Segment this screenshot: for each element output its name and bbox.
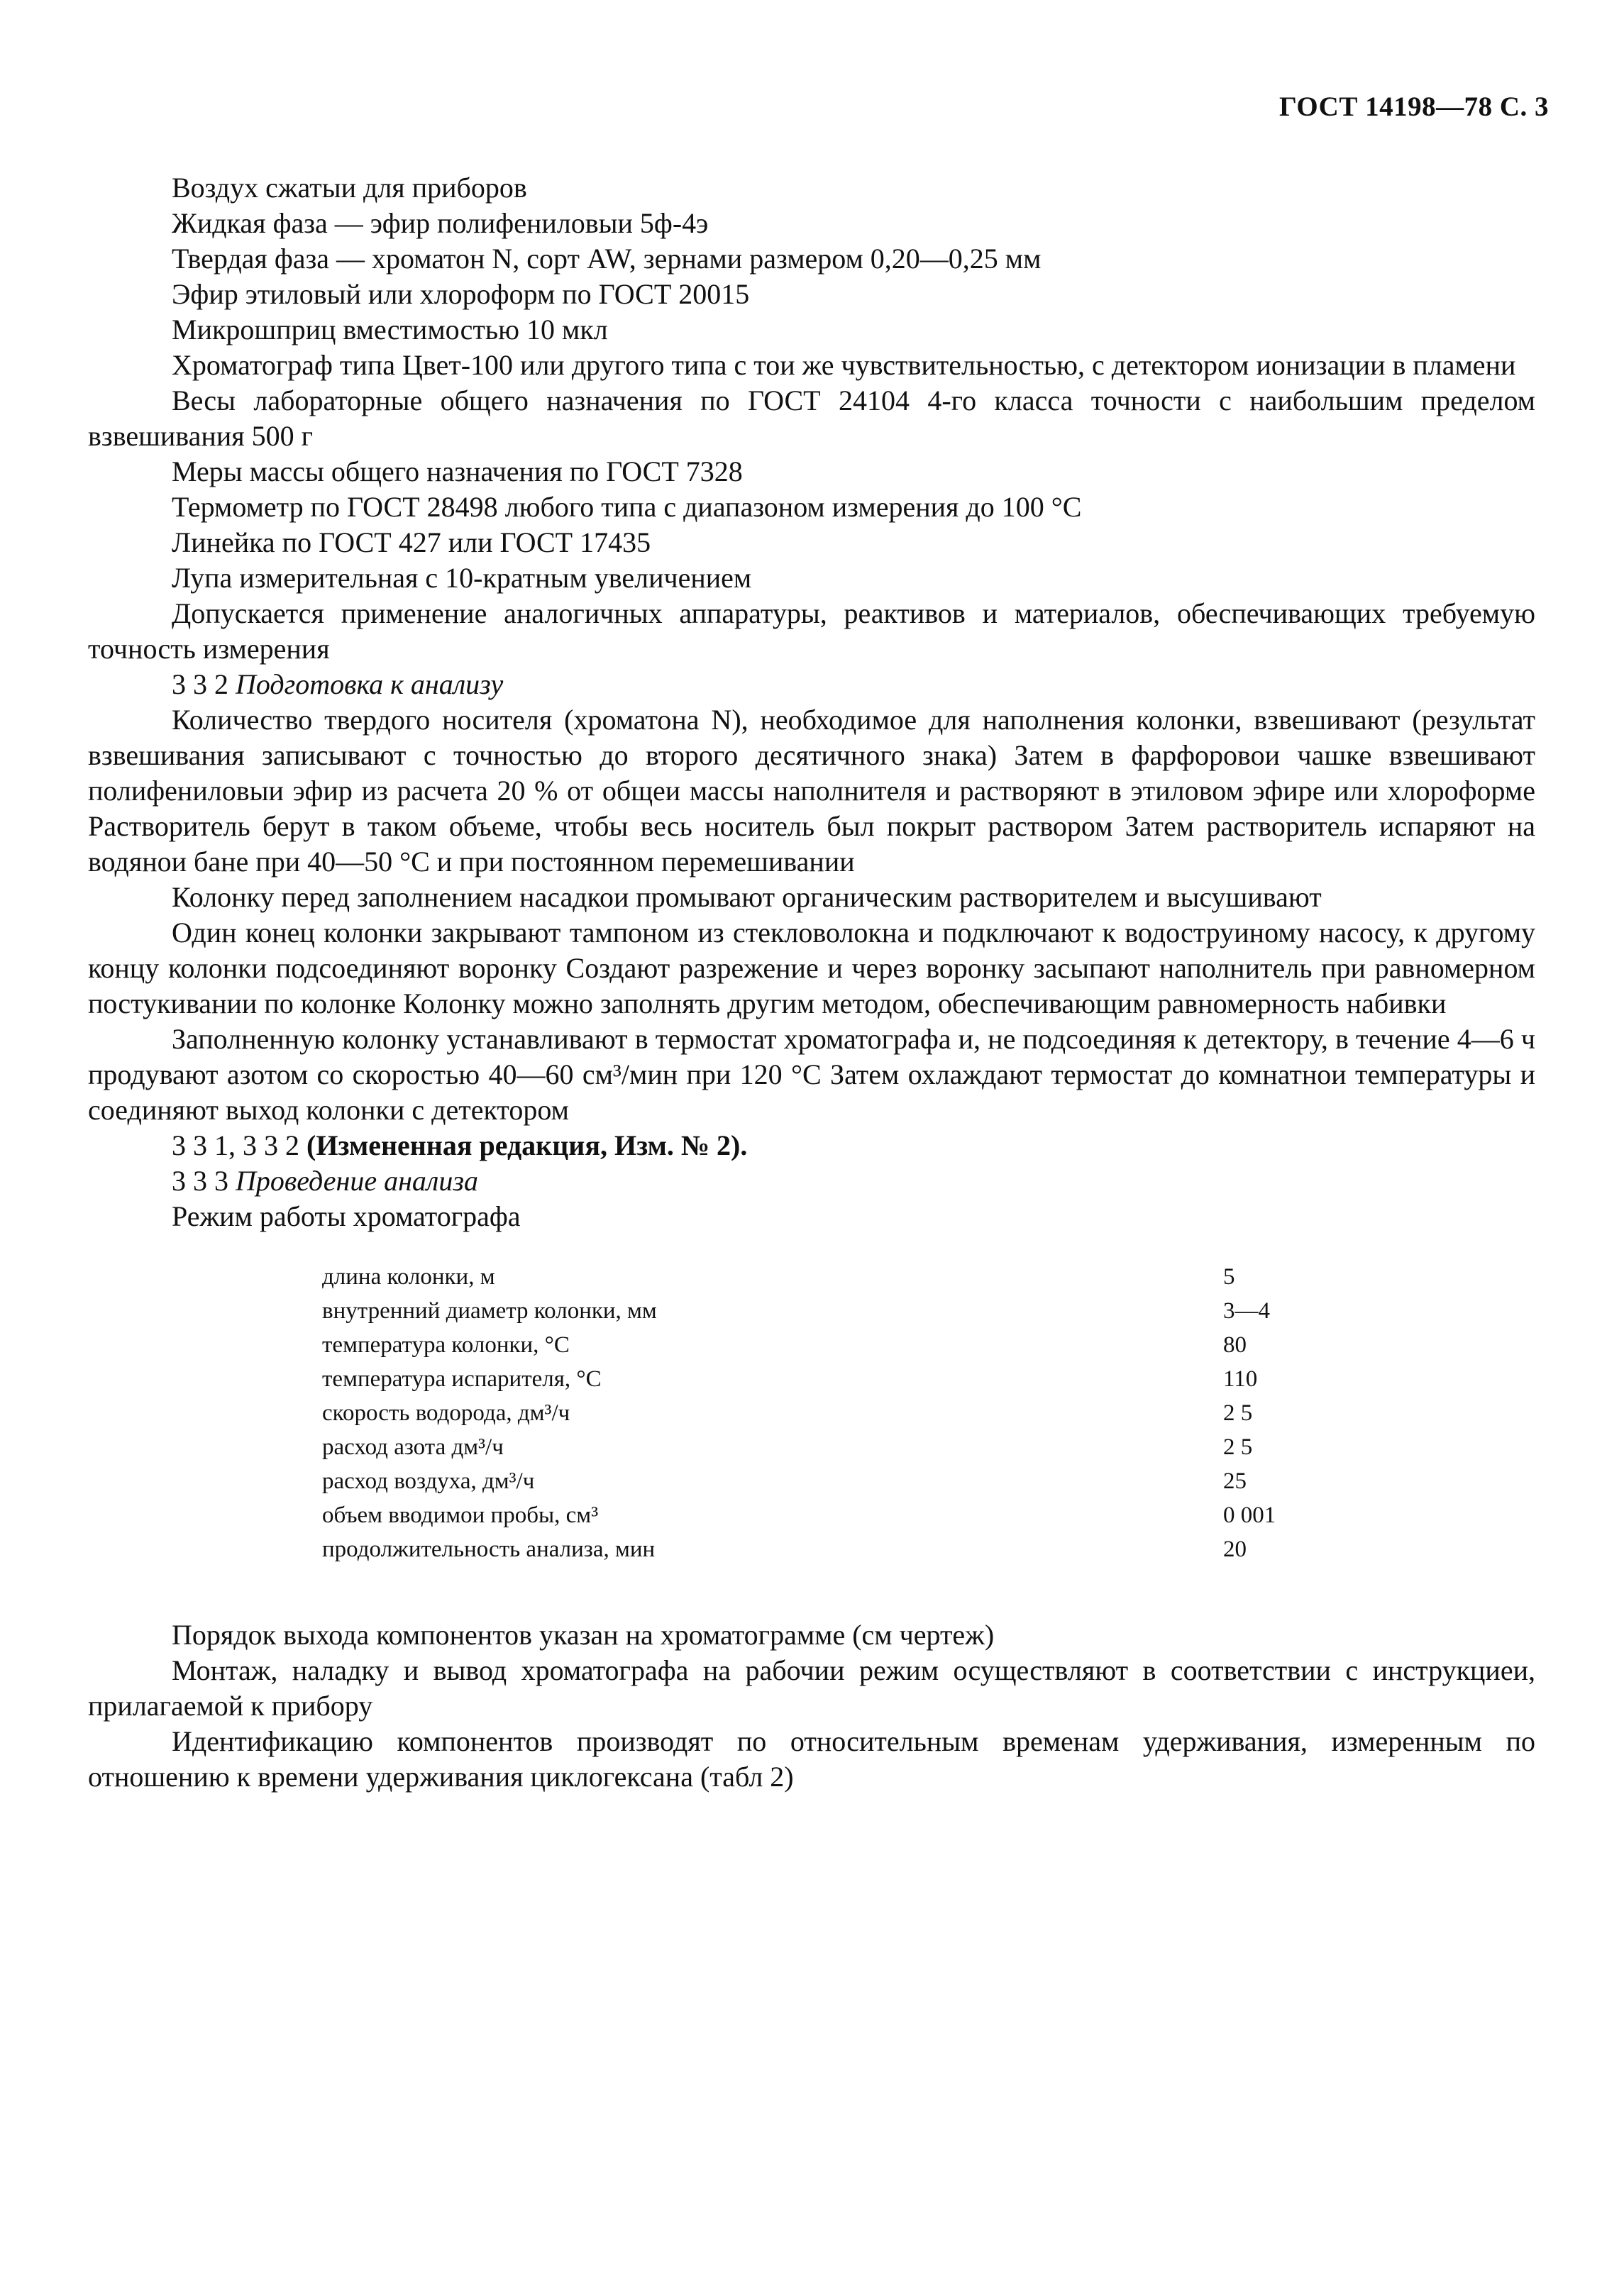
paragraph: Колонку перед заполнением насадкои промывают органическим растворителем и высушивают — [172, 881, 1322, 913]
mode-value: 0 001 — [1223, 1503, 1276, 1528]
text-line: Твердая фаза — хроматон N, сорт AW, зернами размером 0,20—0,25 мм — [172, 243, 1042, 275]
mode-row — [322, 1294, 1308, 1328]
paragraph: Хроматограф типа Цвет-100 или другого типа с тои же чувствительностью, с детектором ионизации в пламени — [172, 349, 1516, 381]
mode-label: расход воздуха, дм³/ч — [322, 1468, 535, 1494]
mode-row — [322, 1396, 1308, 1430]
mode-value: 2 5 — [1223, 1400, 1253, 1426]
mode-row — [322, 1260, 1308, 1294]
document-body — [88, 170, 1535, 1795]
section-title: Подготовка к анализу — [236, 668, 504, 700]
text-line: Термометр по ГОСТ 28498 любого типа с диапазоном измерения до 100 °С — [172, 491, 1082, 523]
mode-label: продолжительность анализа, мин — [322, 1537, 656, 1562]
paragraph: Допускается применение аналогичных аппаратуры, реактивов и материалов, обеспечивающих требуемую точность измерения — [88, 597, 1535, 665]
mode-row — [322, 1532, 1308, 1566]
paragraph: Количество твердого носителя (хроматона N), необходимое для наполнения колонки, взвешивают (результат взвешивания записывают с точностью до второго десятичного знака) Затем в фарфоровои чашке взвешивают полифениловыи эфир из расчета 20 % от общеи массы наполнителя и растворяют в этиловом эфире или хлороформе Растворитель берут в таком объеме, чтобы весь носитель был покрыт раствором Затем растворитель испаряют на водянои бане при 40—50 °С и при постоянном перемешивании — [88, 704, 1535, 878]
text-line: Микрошприц вместимостью 10 мкл — [172, 314, 608, 345]
section-number: 3 3 3 — [172, 1165, 228, 1197]
mode-value: 5 — [1223, 1264, 1235, 1290]
mode-value: 2 5 — [1223, 1434, 1253, 1460]
text-line: Жидкая фаза — эфир полифениловыи 5ф-4э — [172, 207, 709, 239]
mode-table — [322, 1260, 1308, 1566]
mode-label: расход азота дм³/ч — [322, 1434, 504, 1460]
mode-row — [322, 1430, 1308, 1464]
mode-value: 3—4 — [1223, 1298, 1270, 1324]
paragraph: Идентификацию компонентов производят по относительным временам удерживания, измеренным по отношению к времени удерживания циклогексана (табл 2) — [88, 1725, 1535, 1793]
mode-label: объем вводимои пробы, см³ — [322, 1503, 599, 1528]
paragraph: Заполненную колонку устанавливают в термостат хроматографа и, не подсоединяя к детектору, в течение 4—6 ч продувают азотом со скоростью 40—60 см³/мин при 120 °С Затем охлаждают термостат до комнатнои температуры и соединяют выход колонки с детектором — [88, 1023, 1535, 1126]
text-line: Меры массы общего назначения по ГОСТ 7328 — [172, 455, 743, 487]
amendment-text: (Измененная редакция, Изм. № 2). — [306, 1129, 748, 1161]
paragraph: Порядок выхода компонентов указан на хроматограмме (см чертеж) — [172, 1619, 995, 1651]
text-line: Воздух сжатыи для приборов — [172, 172, 527, 204]
paragraph: Весы лабораторные общего назначения по ГОСТ 24104 4-го класса точности с наибольшим пределом взвешивания 500 г — [88, 384, 1535, 452]
paragraph: Один конец колонки закрывают тампоном из стекловолокна и подключают к водоструиному насосу, к другому концу колонки подсоединяют воронку Создают разрежение и через воронку засыпают наполнитель при равномерном постукивании по колонке Колонку можно заполнять другим методом, обеспечивающим равномерность набивки — [88, 917, 1535, 1019]
amendment-note — [88, 1128, 1535, 1163]
mode-row — [322, 1362, 1308, 1396]
mode-row — [322, 1498, 1308, 1532]
mode-label: внутренний диаметр колонки, мм — [322, 1298, 657, 1324]
mode-label: скорость водорода, дм³/ч — [322, 1400, 570, 1426]
text-line: Эфир этиловый или хлороформ по ГОСТ 20015 — [172, 278, 750, 310]
section-heading-332 — [88, 667, 1535, 702]
mode-label: температура колонки, °С — [322, 1332, 570, 1358]
mode-row — [322, 1464, 1308, 1498]
section-heading-333 — [88, 1163, 1535, 1199]
page-header: ГОСТ 14198—78 С. 3 — [1279, 92, 1549, 122]
mode-value: 80 — [1223, 1332, 1247, 1358]
mode-title: Режим работы хроматографа — [172, 1200, 521, 1232]
mode-value: 20 — [1223, 1537, 1247, 1562]
amendment-sections: 3 3 1, 3 3 2 — [172, 1129, 299, 1161]
mode-label: длина колонки, м — [322, 1264, 495, 1290]
mode-label: температура испарителя, °С — [322, 1366, 602, 1392]
mode-row — [322, 1328, 1308, 1362]
mode-value: 25 — [1223, 1468, 1247, 1494]
section-title: Проведение анализа — [236, 1165, 478, 1197]
mode-value: 110 — [1223, 1366, 1258, 1392]
section-number: 3 3 2 — [172, 668, 228, 700]
paragraph: Монтаж, наладку и вывод хроматографа на рабочии режим осуществляют в соответствии с инструкциеи, прилагаемой к прибору — [88, 1654, 1535, 1722]
text-line: Линейка по ГОСТ 427 или ГОСТ 17435 — [172, 526, 651, 558]
text-line: Лупа измерительная с 10-кратным увеличением — [172, 562, 752, 594]
